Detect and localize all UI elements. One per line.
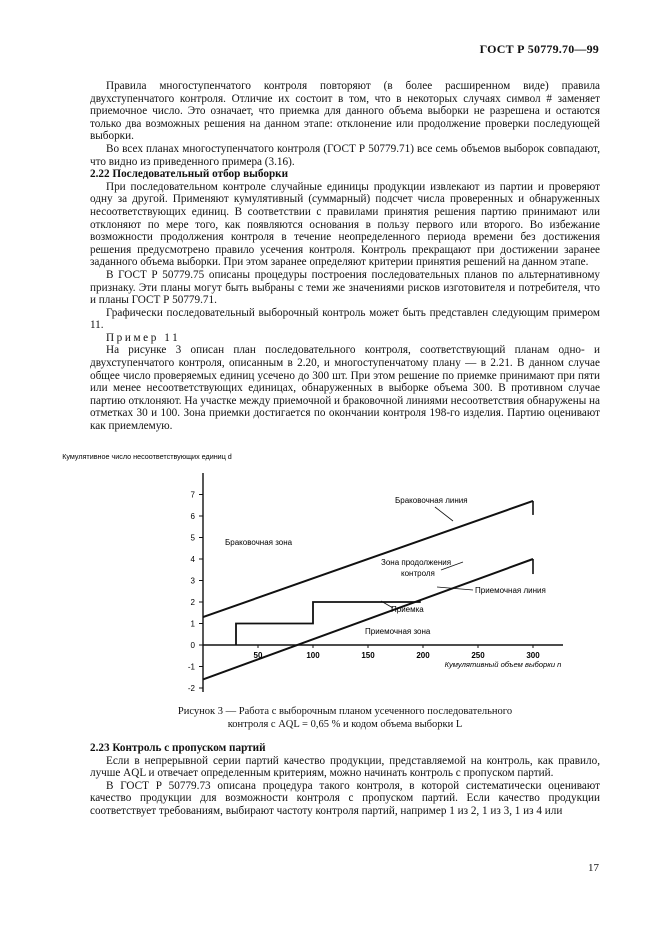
- main-text-bottom: [90, 742, 600, 818]
- figure-caption-line2: контроля с AQL = 0,65 % и кодом объема выборки L: [227, 718, 463, 730]
- paragraph-example-text: На рисунке 3 описан план последовательного контроля, соответствующий планам одно- и двухступенчатого контроля, описанным в 2.20, и многоступенчатому плану — в 2.21. В данном случае общее число проверяемых единиц усечено до 300 шт. При этом решение по приемке принимают при пяти или менее несоответствующих единицах, обнаруженных в выборке объема 300. В противном случае партию отклоняют. На участке между приемочной и браковочной линиями несоответствия обнаружены на отметках 30 и 100. Зона приемки достигается по окончании контроля 198-го изделия. Партию оценивают как приемлемую.: [90, 344, 600, 433]
- y-tick-label: 1: [190, 619, 195, 629]
- chart-svg: [62, 452, 575, 693]
- paragraph-graphic-example: Графически последовательный выборочный контроль может быть представлен следующим примером 11.: [90, 306, 600, 332]
- main-text-top: [90, 80, 600, 433]
- reject-label-leader: [435, 507, 453, 521]
- legend-reject-line-label: Браковочная линия: [395, 496, 468, 505]
- y-tick-label: 4: [190, 555, 195, 564]
- paragraph-sequential-control: При последовательном контроле случайные единицы продукции извлекают из партии и проверяют одну за другой. Применяют кумулятивный (суммарный) подсчет числа проверенных и обнаруженных несоответствующих единиц. В соответствии с правилами принятия решения партию принимают или отклоняют по мере того, как появляются основания в пользу первого или второго. Во избежание возможности продолжения контроля в течение неопределенного периода времени без достижения решения предусмотрено правило усечения контроля. Контроль прекращают при достижении заранее заданного объема выборки. При этом заранее определяют критерии принятия решений на данном этапе.: [90, 180, 600, 269]
- y-tick-label: 7: [190, 490, 195, 500]
- paragraph-skip-lot-intro: Если в непрерывной серии партий качество продукции, представляемой на контроль, как правило, лучше AQL и отвечает определенным критериям, можно начинать контроль с пропуском партий.: [90, 754, 600, 780]
- section-heading-2-22: 2.22 Последовательный отбор выборки: [90, 168, 289, 181]
- section-heading-2-23: 2.23 Контроль с пропуском партий: [90, 742, 266, 754]
- x-tick-label: 200: [416, 651, 430, 660]
- paragraph-sequential-plans: В ГОСТ Р 50779.75 описаны процедуры построения последовательных планов по альтернативному признаку. Эти планы могут быть выбраны с теми же значениями рисков изготовителя и потребителя, что и планы ГОСТ Р 50779.71.: [90, 268, 600, 307]
- x-tick-label: 150: [361, 651, 375, 660]
- document-id-header: ГОСТ Р 50779.70—99: [479, 42, 599, 56]
- y-tick-label: 2: [190, 598, 195, 607]
- example-label: Пример 11: [106, 331, 181, 344]
- zone-continue-label-1: Зона продолжения: [381, 558, 452, 567]
- zone-reject-label: Браковочная зона: [225, 538, 293, 547]
- chart-ylabel-line1: Кумулятивное число несоответствующих единиц d: [62, 452, 232, 461]
- x-tick-label: 250: [471, 651, 485, 660]
- y-tick-label: 3: [190, 576, 195, 586]
- legend-acceptance-label: Приемка: [391, 605, 424, 614]
- y-tick-label: 0: [190, 641, 195, 650]
- paragraph-multistage-rules: Правила многоступенчатого контроля повторяют (в более расширенном виде) правила двухступенчатого контроля. Отличие их состоит в том, что в некоторых случаях символ # заменяет приемочное число. Это означает, что приемка для данного объема выборки не разрешена и остаются только два возможных решения на данном этапе: отклонение или продолжение проверки последующей выборки.: [90, 80, 600, 143]
- y-tick-label: -2: [187, 684, 195, 693]
- sequential-plan-chart: [62, 452, 575, 693]
- x-tick-label: 100: [306, 651, 320, 660]
- x-tick-label: 50: [253, 651, 263, 660]
- y-tick-label: -1: [187, 662, 195, 672]
- legend-accept-line-label: Приемочная линия: [475, 586, 546, 595]
- zone-continue-label-2: контроля: [401, 569, 435, 578]
- paragraph-multistage-plans: Во всех планах многоступенчатого контроля (ГОСТ Р 50779.71) все семь объемов выборок совпадают, что видно из приведенного примера (3.16).: [90, 142, 600, 168]
- chart-xlabel: Кумулятивный объем выборки n: [444, 660, 562, 669]
- paragraph-skip-lot-procedure: В ГОСТ Р 50779.73 описана процедура такого контроля, в которой систематически оценивают качество продукции для возможности контроля с пропуском партий. Если качество продукции соответствует требованиям, выбирают частоту контроля партий, например 1 из 2, 1 из 3, 1 из 4 или: [90, 779, 600, 817]
- y-tick-label: 6: [190, 512, 195, 521]
- figure-caption-line1: Рисунок 3 — Работа с выборочным планом усеченного последовательного: [177, 706, 513, 717]
- figure-caption: [90, 706, 600, 731]
- x-tick-label: 300: [526, 651, 540, 660]
- zone-accept-label: Приемочная зона: [365, 627, 431, 636]
- y-tick-label: 5: [190, 533, 195, 543]
- reject-line: [203, 501, 533, 617]
- page-number: 17: [588, 862, 599, 874]
